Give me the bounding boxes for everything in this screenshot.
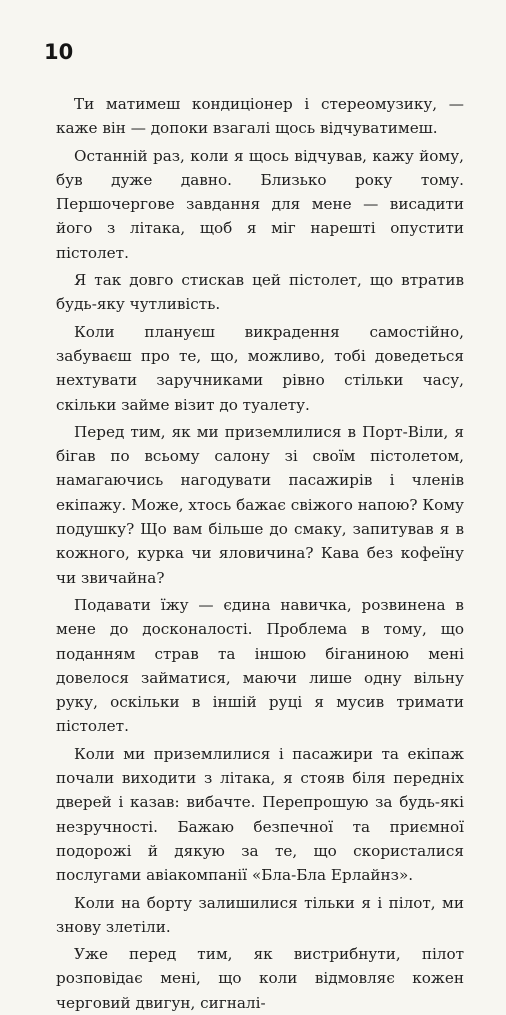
paragraph: Я так довго стискав цей пістолет, що втратив будь-яку чутливість. — [56, 271, 464, 314]
paragraph: Останній раз, коли я щось відчував, кажу йому, був дуже давно. Близько року тому. Першочергове завдання для мене — висадити його з літака, щоб я міг нарешті опустити пістолет. — [56, 146, 464, 262]
paragraph: Подавати їжу — єдина навичка, розвинена в мене до досконалості. Проблема в тому, що поданням страв та іншою біганиною мені довелося займатися, маючи лише одну вільну руку, оскільки в іншій руці я мусив тримати пістолет. — [56, 595, 464, 736]
paragraph: Уже перед тим, як вистрибнути, пілот розповідає мені, що коли відмовляє кожен черговий двигун, сигналі- — [56, 945, 464, 1012]
paragraph: Перед тим, як ми приземлилися в Порт-Віли, я бігав по всьому салону зі своїм пістолетом, намагаючись нагодувати пасажирів і членів екіпажу. Може, хтось бажає свіжого напою? Кому подушку? Що вам більше до смаку, запитував я в кожного, курка чи яловичина? Кава без кофеїну чи звичайна? — [56, 422, 464, 587]
paragraph: Коли на борту залишилися тільки я і пілот, ми знову злетіли. — [56, 893, 464, 936]
paragraph: Ти матимеш кондиціонер і стереомузику, — каже він — допоки взагалі щось відчуватимеш. — [56, 95, 464, 138]
body-text — [56, 92, 464, 1015]
paragraph: Коли ми приземлилися і пасажири та екіпаж почали виходити з літака, я стояв біля передніх дверей і казав: вибачте. Перепрошую за будь-які незручності. Бажаю безпечної та приємної подорожі й дякую за те, що скористалися послугами авіакомпанії «Бла-Бла Ерлайнз». — [56, 744, 464, 885]
paragraph: Коли плануєш викрадення самостійно, забуваєш про те, що, можливо, тобі доведеться нехтувати заручниками рівно стільки часу, скільки займе візит до туалету. — [56, 322, 464, 414]
page-number: 10 — [44, 40, 74, 64]
